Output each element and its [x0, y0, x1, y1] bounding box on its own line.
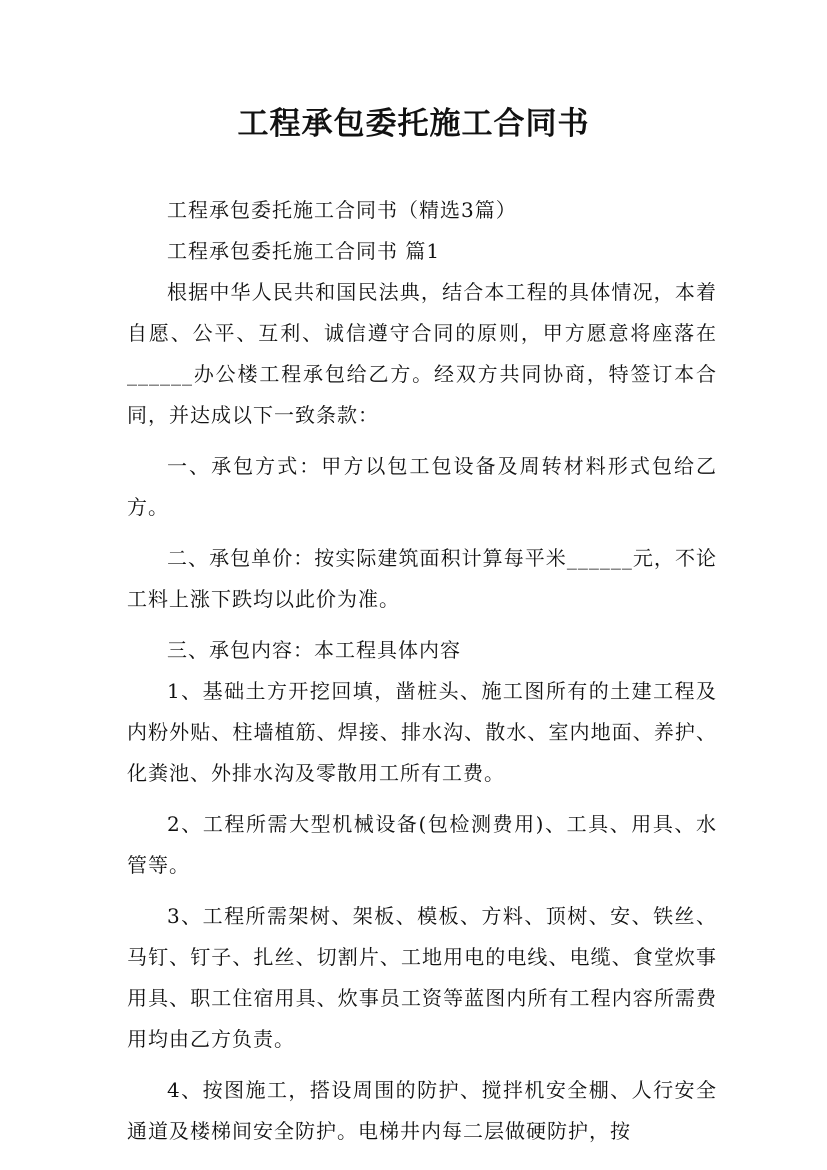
paragraph: 工程承包委托施工合同书（精选3篇）: [167, 198, 517, 222]
document-body: [127, 190, 717, 1152]
paragraph: 一、承包方式：甲方以包工包设备及周转材料形式包给乙方。: [127, 454, 717, 519]
paragraph: 2、工程所需大型机械设备(包检测费用)、工具、用具、水管等。: [127, 812, 717, 877]
paragraph: 1、基础土方开挖回填，凿桩头、施工图所有的土建工程及内粉外贴、柱墙植筋、焊接、排水沟、散水、室内地面、养护、化粪池、外排水沟及零散用工所有工费。: [127, 679, 717, 785]
paragraph: 4、按图施工，搭设周围的防护、搅拌机安全棚、人行安全通道及楼梯间安全防护。电梯井内每二层做硬防护，按: [127, 1078, 717, 1143]
paragraph: 根据中华人民共和国民法典，结合本工程的具体情况，本着自愿、公平、互利、诚信遵守合同的原则，甲方愿意将座落在______办公楼工程承包给乙方。经双方共同协商，特签订本合同，并达成以下一致条款：: [127, 280, 717, 427]
paragraph: 3、工程所需架树、架板、模板、方料、顶树、安、铁丝、马钉、钉子、扎丝、切割片、工地用电的电线、电缆、食堂炊事用具、职工住宿用具、炊事员工资等蓝图内所有工程内容所需费用均由乙方负责。: [127, 904, 717, 1051]
paragraph: 二、承包单价：按实际建筑面积计算每平米______元，不论工料上涨下跌均以此价为准。: [127, 546, 717, 611]
paragraph: 三、承包内容：本工程具体内容: [167, 638, 461, 662]
paragraph: 工程承包委托施工合同书 篇1: [167, 239, 441, 263]
document-title: 工程承包委托施工合同书: [237, 106, 590, 142]
